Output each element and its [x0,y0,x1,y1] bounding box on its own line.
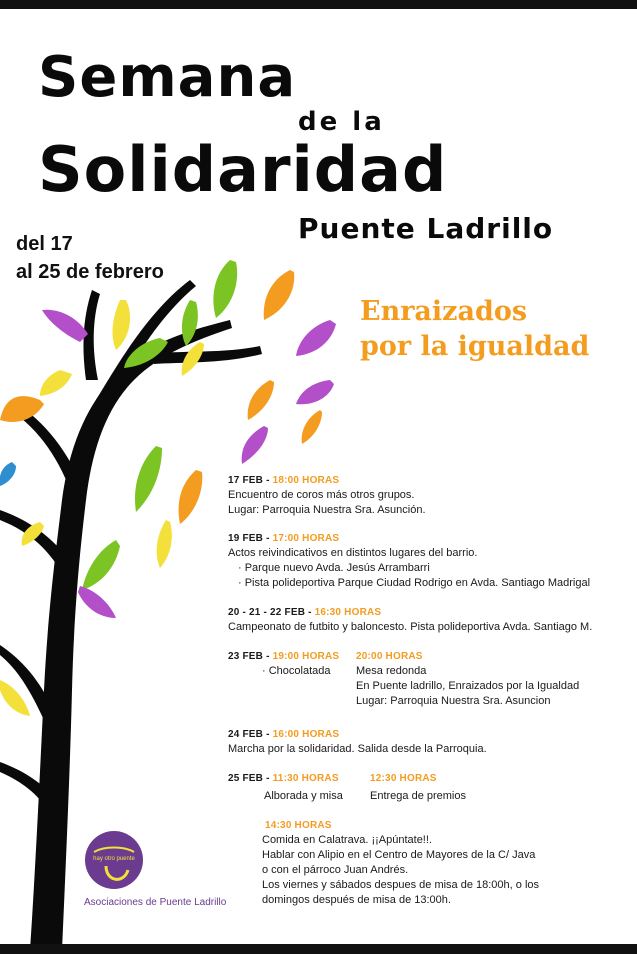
event-time: 11:30 HORAS [272,773,339,784]
event-date: 19 FEB - [228,533,273,544]
title-solidaridad: Solidaridad [38,133,448,206]
event-date: 20 - 21 - 22 FEB - [228,607,315,618]
event-time: 17:00 HORAS [272,533,340,544]
motto-line1: Enraizados [360,296,528,327]
event-24-feb [228,727,487,757]
motto-line2: por la igualdad [360,331,590,362]
event-24-feb-header [228,727,487,742]
event-line: Campeonato de futbito y baloncesto. Pista polideportiva Avda. Santiago M. [228,621,593,633]
event-time: 16:30 HORAS [314,607,382,618]
event-17-feb-header [228,473,426,488]
event-time: 16:00 HORAS [272,729,340,740]
event-date: 25 FEB - [228,773,273,784]
event-line: Comida en Calatrava. ¡¡Apúntate!!. [262,834,432,846]
event-time: 12:30 HORAS [370,773,437,784]
event-23-feb-second [356,649,579,709]
top-border [0,0,637,9]
event-25-feb [228,771,343,804]
event-line: Hablar con Alipio en el Centro de Mayores de la C/ Java [262,849,536,861]
event-date: 17 FEB - [228,475,273,486]
event-line: Actos reivindicativos en distintos lugares del barrio. [228,547,478,559]
event-23-feb-header [228,649,339,664]
date-range-line1: del 17 [16,233,73,255]
event-line: Lugar: Parroquia Nuestra Sra. Asuncion [356,695,551,707]
event-time: 19:00 HORAS [272,651,340,662]
event-19-feb-header [228,531,590,546]
event-17-feb [228,473,426,518]
event-line: domingos después de misa de 13:00h. [262,894,451,906]
event-sub: Alborada y misa [264,790,343,802]
logo-badge-text: hay otro puente [93,856,135,862]
event-time: 18:00 HORAS [272,475,340,486]
event-time: 14:30 HORAS [265,820,332,831]
event-20-22-feb-header [228,605,592,620]
event-line: Lugar: Parroquia Nuestra Sra. Asunción. [228,504,426,516]
event-line: o con el párroco Juan Andrés. [262,864,409,876]
event-23-feb [228,649,339,679]
event-line: · Pista polideportiva Parque Ciudad Rodrigo en Avda. Santiago Madrigal [238,577,591,589]
title-semana: Semana [38,45,297,110]
event-line: Los viernes y sábados despues de misa de 18:00h, o los [262,879,540,891]
title-de-la: de la [298,107,385,137]
event-date: 24 FEB - [228,729,273,740]
event-line: Encuentro de coros más otros grupos. [228,489,415,501]
event-20-22-feb [228,605,592,635]
event-line: En Puente ladrillo, Enraizados por la Igualdad [356,680,580,692]
event-25-feb-header [228,771,343,786]
logo-caption: Asociaciones de Puente Ladrillo [84,897,227,908]
event-line: · Parque nuevo Avda. Jesús Arrambarri [238,562,430,574]
event-line: Mesa redonda [356,665,427,677]
association-logo [84,830,144,890]
event-19-feb [228,531,590,591]
event-lunch [262,818,539,908]
bottom-border [0,944,637,954]
motto [360,294,589,364]
title-place: Puente Ladrillo [298,212,554,245]
event-25-feb-second [370,771,466,804]
event-sub: · Chocolatada [262,665,331,677]
date-range-line2: al 25 de febrero [16,261,164,283]
event-line: Marcha por la solidaridad. Salida desde la Parroquia. [228,743,487,755]
event-sub: Entrega de premios [370,790,466,802]
event-time: 20:00 HORAS [356,651,423,662]
event-date: 23 FEB - [228,651,273,662]
